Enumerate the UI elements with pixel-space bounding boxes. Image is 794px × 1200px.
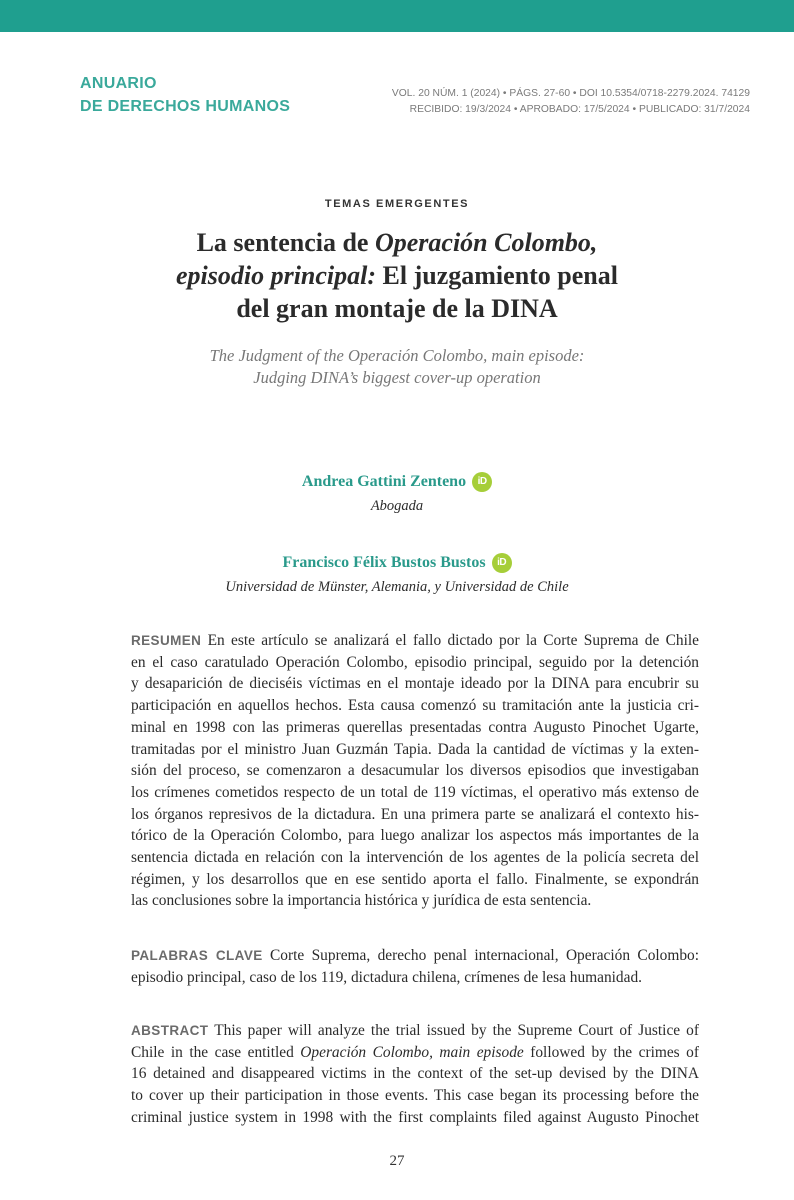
abstract-line xyxy=(131,1042,699,1064)
abstract-text: This paper will analyze the trial issued by the Supreme Court of Justice of xyxy=(208,1022,699,1039)
resumen-line: régimen, y los desarrollos que en ese sentido aporta el fallo. Finalmente, se expondrán xyxy=(131,870,699,888)
resumen-line: en el caso caratulado Operación Colombo, episodio principal, seguido por la detención xyxy=(131,653,699,671)
abstract-line: criminal justice system in 1998 with the first complaints filed against Augusto Pinochet xyxy=(131,1108,699,1126)
resumen-line: y desaparición de dieciséis víctimas en el montaje ideado por la DINA para encubrir su xyxy=(131,675,699,693)
keywords-label: PALABRAS CLAVE xyxy=(131,948,263,963)
english-title-line-2: Judging DINA’s biggest cover-up operation xyxy=(253,368,541,387)
article-metadata xyxy=(392,86,750,118)
abstract-text: followed by the crimes of xyxy=(523,1043,699,1061)
keywords-line: episodio principal, caso de los 119, dictadura chilena, crímenes de lesa humanidad. xyxy=(131,968,643,986)
author-name[interactable]: Andrea Gattini Zenteno xyxy=(301,473,467,490)
author-affiliation: Abogada xyxy=(370,498,424,514)
section-heading: TEMAS EMERGENTES xyxy=(324,198,470,210)
author-affiliation: Universidad de Münster, Alemania, y Universidad de Chile xyxy=(225,579,569,595)
article-title xyxy=(0,226,794,325)
orcid-icon[interactable]: iD xyxy=(492,553,512,573)
author-2 xyxy=(0,553,794,596)
resumen-line: participación en aquellos hechos. Esta causa comenzó su tramitación ante la justicia cri- xyxy=(131,697,699,715)
abstract-line: to cover up their participation in those events. This case began its processing before the xyxy=(131,1087,699,1105)
journal-name xyxy=(80,72,290,118)
publication-dates: RECIBIDO: 19/3/2024 • APROBADO: 17/5/2024 • PUBLICADO: 31/7/2024 xyxy=(409,104,750,115)
orcid-icon[interactable]: iD xyxy=(472,472,492,492)
resumen-line xyxy=(131,630,699,652)
page-number: 27 xyxy=(389,1153,405,1169)
author-1 xyxy=(0,472,794,515)
abstract-line: 16 detained and disappeared victims in the context of the set-up devised by the DINA xyxy=(131,1065,699,1083)
volume-pages-doi: VOL. 20 NÚM. 1 (2024) • PÁGS. 27-60 • DOI 10.5354/0718-2279.2024. 74129 xyxy=(391,88,750,99)
resumen-text: En este artículo se analizará el fallo dictado por la Corte Suprema de Chile xyxy=(201,632,699,649)
header-color-bar xyxy=(0,0,794,32)
author-2-name-group xyxy=(282,553,511,573)
english-title xyxy=(0,345,794,389)
abstract-label: ABSTRACT xyxy=(131,1023,209,1038)
resumen-line: los crímenes cometidos respecto de un total de 119 víctimas, el operativo más extenso de xyxy=(131,783,699,801)
title-line-3: del gran montaje de la DINA xyxy=(236,294,558,323)
journal-name-line-1: ANUARIO xyxy=(80,75,157,92)
keywords-line xyxy=(131,945,699,967)
abstract-paragraph xyxy=(131,1020,699,1129)
abstract-text: Chile in the case entitled xyxy=(131,1043,301,1061)
resumen-paragraph xyxy=(131,630,699,912)
author-1-name-group xyxy=(302,472,492,492)
resumen-line: tórico de la Operación Colombo, para luego analizar los aspectos más importantes de la xyxy=(131,827,699,845)
resumen-line: sentencia dictada en relación con la intervención de los agentes de la policía secreta del xyxy=(131,849,699,867)
resumen-line: minal en 1998 con las primeras querellas presentadas contra Augusto Pinochet Ugarte, xyxy=(131,718,699,736)
resumen-line: los órganos represivos de la dictadura. En una primera parte se analizará el contexto his- xyxy=(131,805,699,823)
title-text: El juzgamiento penal xyxy=(376,261,618,290)
title-line-2 xyxy=(0,259,794,292)
keywords-text: Corte Suprema, derecho penal internacional, Operación Colombo: xyxy=(262,947,699,964)
english-title-line-1: The Judgment of the Operación Colombo, main episode: xyxy=(209,346,585,365)
title-text: La sentencia de xyxy=(196,228,375,257)
title-italic-text: Operación Colombo, xyxy=(374,228,598,257)
author-name[interactable]: Francisco Félix Bustos Bustos xyxy=(282,554,486,571)
abstract-italic-text: Operación Colombo, main episode xyxy=(300,1043,524,1061)
abstract-line xyxy=(131,1020,699,1042)
resumen-line: tramitadas por el ministro Juan Guzmán Tapia. Dada la cantidad de víctimas y la exten- xyxy=(131,740,699,758)
title-line-1 xyxy=(0,226,794,259)
resumen-label: RESUMEN xyxy=(131,633,202,648)
resumen-line: las conclusiones sobre la importancia histórica y jurídica de esta sentencia. xyxy=(131,892,592,910)
keywords-paragraph xyxy=(131,945,699,988)
journal-name-line-2: DE DERECHOS HUMANOS xyxy=(80,98,291,115)
title-italic-text: episodio principal: xyxy=(175,261,377,290)
resumen-line: sión del proceso, se comenzaron a desacumular los diversos episodios que investigaban xyxy=(131,762,699,780)
